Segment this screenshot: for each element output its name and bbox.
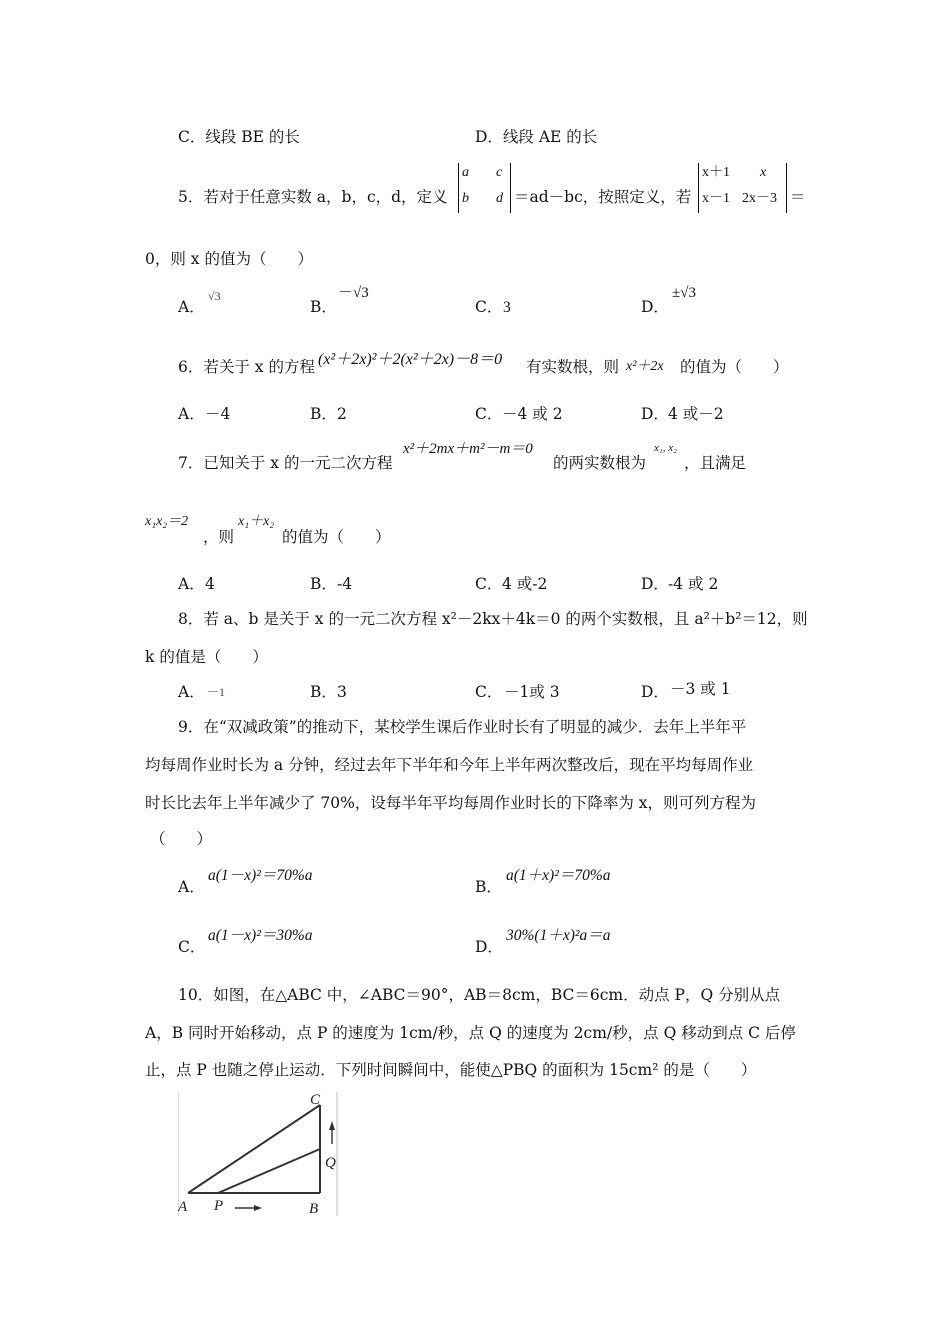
q5-option-d-label: D． xyxy=(641,298,669,316)
q7-expr: x₁＋x₂ xyxy=(238,514,275,529)
q5-stem-c: ＝ xyxy=(790,188,806,206)
q8-line-2: k 的值是（ ） xyxy=(145,648,268,666)
q6-option-d-label: D． xyxy=(641,405,669,423)
q8-option-d-value: －3 或 1 xyxy=(670,680,731,698)
q9-option-d-label: D． xyxy=(475,938,503,956)
q6-option-d-value: 4 或－2 xyxy=(668,405,724,423)
q4-option-d: D．线段 AE 的长 xyxy=(475,128,598,146)
q7-roots: x₁, x₂ xyxy=(654,442,677,454)
q8-option-d-label: D． xyxy=(641,683,669,701)
q8-line-1: 8．若 a、b 是关于 x 的一元二次方程 x²－2kx＋4k＝0 的两个实数根，且 a²＋b²＝12，则 xyxy=(178,610,808,628)
q6-option-a-label: A． xyxy=(178,405,205,423)
det1-a: a xyxy=(462,165,469,180)
q7-option-b-label: B． xyxy=(310,575,337,593)
q6-option-c-label: C． xyxy=(475,405,503,423)
label-q: Q xyxy=(325,1155,336,1171)
q4-option-c: C．线段 BE 的长 xyxy=(178,128,300,146)
q6-equation: (x²＋2x)²＋2(x²＋2x)－8＝0 xyxy=(318,351,503,368)
q9-option-b-label: B． xyxy=(475,878,502,896)
q9-option-b-value: a(1＋x)²＝70%a xyxy=(506,867,611,884)
det1-d: d xyxy=(496,191,503,206)
triangle-diagram xyxy=(178,1092,340,1216)
q9-option-c-value: a(1－x)²＝30%a xyxy=(208,927,313,944)
q6-option-b-label: B． xyxy=(310,405,337,423)
det2-b: x－1 xyxy=(702,191,730,206)
q6-stem-b: 有实数根，则 xyxy=(526,358,620,376)
q-arrow-icon xyxy=(329,1121,335,1130)
q9-option-a-value: a(1－x)²＝70%a xyxy=(208,867,313,884)
label-a: A xyxy=(178,1199,188,1215)
q6-stem-a: 6．若关于 x 的方程 xyxy=(178,358,315,376)
segment-pq xyxy=(218,1149,320,1193)
q5-stem-b: ＝ad－bc，按照定义，若 xyxy=(514,188,692,206)
q7-stem-d: ，则 xyxy=(203,528,235,546)
q5-option-c-label: C． xyxy=(475,298,503,316)
q5-option-d-value: ±√3 xyxy=(672,285,696,301)
q8-option-b-value: 3 xyxy=(337,683,347,701)
q7-stem-e: 的值为（ ） xyxy=(282,528,391,546)
det1-b: b xyxy=(462,191,469,206)
q10-line-1: 10．如图，在△ABC 中，∠ABC＝90°，AB＝8cm，BC＝6cm．动点 P，Q 分别从点 xyxy=(178,986,781,1004)
det1-c: c xyxy=(496,165,503,180)
label-b: B xyxy=(309,1201,319,1216)
q6-option-b-value: 2 xyxy=(337,405,347,423)
q7-option-b-value: -4 xyxy=(337,575,353,593)
q9-line-3: 时长比去年上半年减少了 70%，设每半年平均每周作业时长的下降率为 x，则可列方程为 xyxy=(145,794,757,812)
label-p: P xyxy=(214,1198,224,1214)
q5-option-a-label: A． xyxy=(178,298,205,316)
q7-condition: x₁x₂＝2 xyxy=(145,514,189,529)
q9-line-1: 9．在“双减政策”的推动下，某校学生课后作业时长有了明显的减少．去年上半年平 xyxy=(178,718,747,736)
q5-option-b-value: －√3 xyxy=(338,285,369,301)
q9-option-d-value: 30%(1＋x)²a＝a xyxy=(506,927,611,944)
q7-option-a-value: 4 xyxy=(205,575,215,593)
q5-stem-a: 5．若对于任意实数 a，b，c，d，定义 xyxy=(178,188,448,206)
det2-a: x＋1 xyxy=(702,165,730,180)
q10-line-3: 止，点 P 也随之停止运动．下列时间瞬间中，能使△PBQ 的面积为 15cm² 的是（ ） xyxy=(145,1061,757,1079)
segment-ac xyxy=(188,1105,320,1193)
q6-stem-c: 的值为（ ） xyxy=(680,358,789,376)
q8-option-c-value: －1或 3 xyxy=(504,683,560,701)
q10-line-2: A，B 同时开始移动，点 P 的速度为 1cm/秒，点 Q 的速度为 2cm/秒，点 Q 移动到点 C 后停 xyxy=(145,1024,796,1042)
q5-option-b-label: B． xyxy=(310,298,337,316)
q6-expr: x²＋2x xyxy=(626,359,664,374)
q7-stem-a: 7．已知关于 x 的一元二次方程 xyxy=(178,454,393,472)
q7-option-d-label: D． xyxy=(641,575,669,593)
q7-stem-c: ，且满足 xyxy=(684,454,747,472)
q8-option-b-label: B． xyxy=(310,683,337,701)
q6-option-c-value: －4 或 2 xyxy=(502,405,563,423)
q9-option-c-label: C． xyxy=(178,938,206,956)
q7-option-c-label: C． xyxy=(475,575,503,593)
det2-c: x xyxy=(760,165,767,180)
q7-option-d-value: -4 或 2 xyxy=(668,575,719,593)
p-arrow-icon xyxy=(254,1205,262,1211)
q7-equation: x²＋2mx＋m²－m＝0 xyxy=(403,441,533,457)
det2-d: 2x－3 xyxy=(742,191,777,206)
q8-option-c-label: C． xyxy=(475,683,503,701)
q5-option-a-value: √3 xyxy=(208,289,221,303)
q7-stem-b: 的两实数根为 xyxy=(553,454,647,472)
q7-option-a-label: A． xyxy=(178,575,205,593)
q9-line-2: 均每周作业时长为 a 分钟，经过去年下半年和今年上半年两次整改后，现在平均每周作业 xyxy=(145,756,754,774)
q8-option-a-value: －1 xyxy=(207,685,226,699)
q9-option-a-label: A． xyxy=(178,878,205,896)
q5-stem-d: 0，则 x 的值为（ ） xyxy=(145,250,313,268)
label-c: C xyxy=(310,1092,321,1108)
q8-option-a-label: A． xyxy=(178,683,205,701)
triangle-figure xyxy=(178,1092,340,1216)
q6-option-a-value: －4 xyxy=(205,405,231,423)
q7-option-c-value: 4 或-2 xyxy=(502,575,548,593)
q9-line-4: （ ） xyxy=(150,830,213,848)
q5-option-c-value: 3 xyxy=(503,299,511,316)
